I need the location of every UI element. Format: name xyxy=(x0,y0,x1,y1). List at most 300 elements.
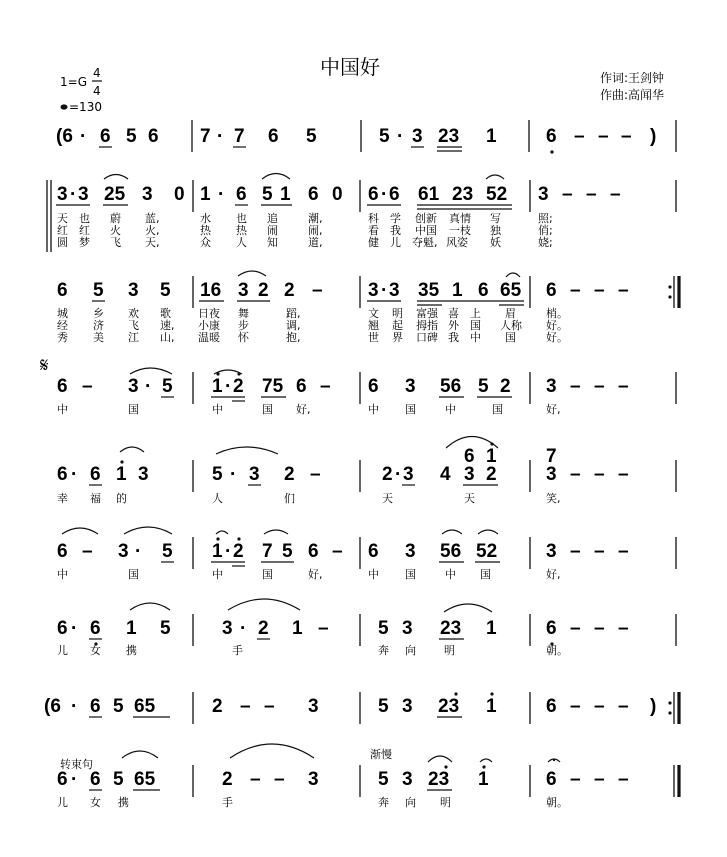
lyric: 界 xyxy=(392,331,403,344)
dash: – xyxy=(274,769,285,790)
lyric: 国 xyxy=(492,403,503,416)
lyric: 国 xyxy=(128,403,139,416)
lyric: 好, xyxy=(546,403,561,416)
lyric: 国 xyxy=(480,568,491,581)
dash: – xyxy=(594,280,605,301)
note: 2 xyxy=(258,618,269,639)
lyric: 中 xyxy=(470,331,481,344)
note: 3 xyxy=(142,184,153,205)
dash: – xyxy=(618,376,629,397)
note: 3 xyxy=(464,464,475,485)
dot-mark: · xyxy=(70,184,77,205)
dash: – xyxy=(562,184,573,205)
lyric: 幸 xyxy=(57,492,68,505)
lyric: 天, xyxy=(145,236,160,249)
lyric: 欢 xyxy=(128,307,139,320)
note: (6 xyxy=(56,126,73,147)
note: 0 xyxy=(332,184,343,205)
note: 2 xyxy=(258,280,269,301)
note: 5 xyxy=(212,464,223,485)
note: 5 xyxy=(306,126,317,147)
lyric: 红 xyxy=(57,224,68,237)
note: 3 xyxy=(405,376,416,397)
dash: – xyxy=(618,541,629,562)
note: 2 xyxy=(382,464,393,485)
note: 5 xyxy=(162,376,173,397)
note: 16 xyxy=(200,280,222,301)
lyric: 国 xyxy=(262,403,273,416)
system-3 xyxy=(57,271,679,344)
note: 6 xyxy=(236,184,247,205)
note: 1 xyxy=(200,184,211,205)
note: 6 xyxy=(90,464,101,485)
note: 2 xyxy=(500,376,511,397)
lyric: 眉 xyxy=(505,307,516,320)
note: 2 xyxy=(233,376,244,397)
note: 3 xyxy=(249,464,260,485)
note: 1 xyxy=(126,618,137,639)
lyric: 国 xyxy=(405,568,416,581)
note: 5 xyxy=(378,696,389,717)
lyric: 江 xyxy=(128,331,139,344)
note: 6 xyxy=(546,618,557,639)
lyric: 向 xyxy=(405,644,416,657)
note: 1 xyxy=(478,769,489,790)
note: 6 xyxy=(368,541,379,562)
key-signature: 1=G xyxy=(60,75,87,89)
tempo-mark: =130 xyxy=(69,100,102,114)
lyric: 怀 xyxy=(238,331,249,344)
lyric: 独 xyxy=(490,224,501,237)
note: 5 xyxy=(126,126,137,147)
lyric: 科 xyxy=(368,212,379,225)
note: 6 xyxy=(308,541,319,562)
lyric: 人称 xyxy=(500,319,522,332)
note: 1 xyxy=(116,464,127,485)
paren-close: ) xyxy=(650,126,657,147)
note: 1 xyxy=(280,184,291,205)
lyric: 热 xyxy=(236,224,247,237)
note: 3 xyxy=(402,618,413,639)
lyric: 上 xyxy=(470,307,481,320)
note: 1 xyxy=(452,280,463,301)
lyric: 梢。 xyxy=(546,307,568,320)
note: 5 xyxy=(113,769,124,790)
note: 6 xyxy=(478,280,489,301)
note: 3 xyxy=(222,618,233,639)
lyric: 火, xyxy=(145,224,160,237)
dash: – xyxy=(320,376,331,397)
lyric: 飞 xyxy=(128,319,139,332)
note: 5 xyxy=(478,376,489,397)
lyric: 国 xyxy=(262,568,273,581)
note: 3 xyxy=(402,696,413,717)
lyric: 经 xyxy=(57,319,68,332)
lyric: 也 xyxy=(79,212,90,225)
note: 3 xyxy=(538,184,549,205)
lyric: 好。 xyxy=(546,331,568,344)
lyric: 笑, xyxy=(546,492,561,505)
dash: – xyxy=(598,126,609,147)
lyric: 的 xyxy=(116,492,127,505)
lyric: 众 xyxy=(200,236,211,249)
lyric: 步 xyxy=(238,319,249,332)
lyric: 翘 xyxy=(368,319,379,332)
dot-mark: · xyxy=(240,618,247,639)
lyric: 好。 xyxy=(546,319,568,332)
dot-mark: · xyxy=(381,280,388,301)
lyric: 学 xyxy=(390,212,401,225)
system-1 xyxy=(56,120,676,154)
note: 61 xyxy=(418,184,440,205)
note: 2 xyxy=(284,280,295,301)
lyricist-credit: 作词:王剑钟 xyxy=(600,71,665,85)
note: 1 xyxy=(212,541,223,562)
note: 6 xyxy=(546,696,557,717)
lyric: 携 xyxy=(126,644,137,657)
lyric: 女 xyxy=(90,796,101,809)
dash: – xyxy=(618,618,629,639)
composer-credit: 作曲:高闻华 xyxy=(600,88,665,102)
dash: – xyxy=(312,280,323,301)
note: 65 xyxy=(500,280,522,301)
lyric: 秀 xyxy=(57,331,68,344)
dash: – xyxy=(82,376,93,397)
dash: – xyxy=(594,618,605,639)
lyric: 济 xyxy=(93,319,104,332)
lyric: 奔 xyxy=(378,644,389,657)
segno-icon: 𝄋 xyxy=(40,353,49,377)
lyric: 舞 xyxy=(238,307,249,320)
ending-mark: 转束句 xyxy=(60,758,93,771)
note: 52 xyxy=(486,184,508,205)
lyric: 飞 xyxy=(110,236,121,249)
dash: – xyxy=(618,696,629,717)
note: 5 xyxy=(160,618,171,639)
lyric: 写 xyxy=(490,212,501,225)
note: 2 xyxy=(284,464,295,485)
lyric: 道, xyxy=(308,236,323,249)
system-4 xyxy=(40,353,676,416)
lyric: 拇指 xyxy=(416,319,438,332)
note: 65 xyxy=(134,696,156,717)
dash: – xyxy=(570,696,581,717)
lyric: 速, xyxy=(160,319,175,332)
lyric: 人 xyxy=(212,492,223,505)
dot-mark: · xyxy=(381,184,388,205)
system-9 xyxy=(57,744,679,809)
note: 6 xyxy=(57,541,68,562)
lyric: 明 xyxy=(444,644,455,657)
note: 2 xyxy=(486,464,497,485)
dash: – xyxy=(610,184,621,205)
note: 6 xyxy=(546,280,557,301)
note: 56 xyxy=(440,376,462,397)
note: 3 xyxy=(238,280,249,301)
lyric: 夺魁, xyxy=(412,236,438,249)
lyric: 们 xyxy=(284,492,295,505)
note: 5 xyxy=(113,696,124,717)
lyric: 儿 xyxy=(57,644,68,657)
dot-mark: · xyxy=(230,464,237,485)
note: 5 xyxy=(93,280,104,301)
time-signature-bottom: 4 xyxy=(93,84,101,98)
lyric: 儿 xyxy=(57,796,68,809)
lyric: 娆; xyxy=(538,236,553,249)
lyric: 女 xyxy=(90,644,101,657)
lyric: 朝。 xyxy=(546,644,568,657)
song-title: 中国好 xyxy=(320,55,380,79)
note: 3 xyxy=(57,184,68,205)
note: 2 xyxy=(222,769,233,790)
time-signature-top: 4 xyxy=(93,66,101,80)
lyric: 世 xyxy=(368,331,379,344)
lyric: 追 xyxy=(267,212,278,225)
lyric: 闹 xyxy=(267,224,278,237)
dash: – xyxy=(594,696,605,717)
lyric: 好, xyxy=(308,568,323,581)
dot-mark: · xyxy=(225,541,232,562)
lyric: 抱, xyxy=(286,331,301,344)
lyric: 我 xyxy=(448,331,459,344)
note: 6 xyxy=(90,618,101,639)
note: 6 xyxy=(100,126,111,147)
dash: – xyxy=(570,280,581,301)
note: 2 xyxy=(233,541,244,562)
dash: – xyxy=(618,464,629,485)
lyric: 朝。 xyxy=(546,796,568,809)
note: 1 xyxy=(486,446,497,467)
dot-mark: · xyxy=(218,184,225,205)
lyric: 人 xyxy=(236,236,247,249)
note: 6 xyxy=(296,376,307,397)
note: 3 xyxy=(405,541,416,562)
lyric: 创新 xyxy=(415,212,437,225)
lyric: 蹈, xyxy=(286,307,301,320)
system-8 xyxy=(44,692,679,724)
lyric: 健 xyxy=(368,236,379,249)
note: 3 xyxy=(546,464,557,485)
dot-mark: · xyxy=(71,618,78,639)
dash: – xyxy=(586,184,597,205)
note: 3 xyxy=(308,696,319,717)
lyric: 中 xyxy=(57,568,68,581)
note: 75 xyxy=(262,376,284,397)
dash: – xyxy=(618,769,629,790)
note: 3 xyxy=(389,280,400,301)
system-5 xyxy=(57,437,676,506)
dash: – xyxy=(570,464,581,485)
note: 6 xyxy=(368,376,379,397)
note: 3 xyxy=(128,376,139,397)
note: 3 xyxy=(412,126,423,147)
lyric: 中 xyxy=(212,403,223,416)
note: (6 xyxy=(44,696,61,717)
note: 23 xyxy=(438,696,460,717)
lyric: 俏; xyxy=(538,224,553,237)
system-7 xyxy=(57,599,676,657)
lyric: 中 xyxy=(57,403,68,416)
note: 52 xyxy=(476,541,498,562)
lyric: 乡 xyxy=(93,307,104,320)
lyric: 天 xyxy=(382,492,393,505)
dash: – xyxy=(82,541,93,562)
dash: – xyxy=(264,696,275,717)
lyric: 梦 xyxy=(79,236,90,249)
lyric: 口碑 xyxy=(416,331,438,344)
lyric: 国 xyxy=(505,331,516,344)
note: 23 xyxy=(452,184,474,205)
lyric: 水 xyxy=(200,212,211,225)
dash: – xyxy=(594,769,605,790)
lyric: 外 xyxy=(448,319,459,332)
lyric: 火 xyxy=(110,224,121,237)
note: 3 xyxy=(546,376,557,397)
note: 1 xyxy=(212,376,223,397)
note: 3 xyxy=(118,541,129,562)
note: 5 xyxy=(162,541,173,562)
note: 5 xyxy=(160,280,171,301)
dash: – xyxy=(318,618,329,639)
dot-mark: · xyxy=(225,376,232,397)
ritardando-mark: 渐慢 xyxy=(370,748,392,761)
note: 1 xyxy=(486,618,497,639)
lyric: 中国 xyxy=(415,224,437,237)
dot-mark: · xyxy=(397,126,404,147)
note: 6 xyxy=(546,769,557,790)
dot-mark: · xyxy=(395,464,402,485)
note: 23 xyxy=(438,126,460,147)
note: 65 xyxy=(134,769,156,790)
dot-mark: · xyxy=(71,464,78,485)
note: 3 xyxy=(78,184,89,205)
dash: – xyxy=(332,541,343,562)
note: 23 xyxy=(428,769,450,790)
note: 6 xyxy=(268,126,279,147)
note: 6 xyxy=(57,376,68,397)
paren-close: ) xyxy=(650,696,657,717)
note: 5 xyxy=(378,769,389,790)
lyric: 向 xyxy=(405,796,416,809)
note: 3 xyxy=(138,464,149,485)
dot-mark: · xyxy=(71,696,78,717)
note: 6 xyxy=(57,618,68,639)
lyric: 调, xyxy=(286,319,301,332)
dash: – xyxy=(250,769,261,790)
note: 7 xyxy=(262,541,273,562)
lyric: 天 xyxy=(464,492,475,505)
lyric: 温暖 xyxy=(198,331,220,344)
dash: – xyxy=(618,280,629,301)
lyric: 小康 xyxy=(198,319,220,332)
lyric: 妖 xyxy=(490,236,501,249)
note: 6 xyxy=(90,769,101,790)
lyric: 明 xyxy=(440,796,451,809)
dot-mark: · xyxy=(217,126,224,147)
system-2 xyxy=(47,174,676,253)
note: 35 xyxy=(418,280,440,301)
lyric: 美 xyxy=(93,331,104,344)
note: 5 xyxy=(262,184,273,205)
lyric: 一枝 xyxy=(449,224,471,237)
lyric: 天 xyxy=(57,212,68,225)
note: 7 xyxy=(200,126,211,147)
lyric: 蔚 xyxy=(110,212,121,225)
lyric: 明 xyxy=(392,307,403,320)
dash: – xyxy=(594,376,605,397)
lyric: 中 xyxy=(368,568,379,581)
lyric: 城 xyxy=(57,307,68,320)
lyric: 喜 xyxy=(448,307,459,320)
note: 6 xyxy=(308,184,319,205)
note: 6 xyxy=(368,184,379,205)
dash: – xyxy=(574,126,585,147)
note: 23 xyxy=(440,618,462,639)
lyric: 好, xyxy=(546,568,561,581)
dash: – xyxy=(570,376,581,397)
dash: – xyxy=(621,126,632,147)
lyric: 富强 xyxy=(416,307,438,320)
note: 3 xyxy=(546,541,557,562)
note: 6 xyxy=(90,696,101,717)
note: 6 xyxy=(464,446,475,467)
lyric: 也 xyxy=(236,212,247,225)
note: 25 xyxy=(104,184,126,205)
lyric: 奔 xyxy=(378,796,389,809)
note: 6 xyxy=(57,464,68,485)
note: 1 xyxy=(292,618,303,639)
note: 3 xyxy=(368,280,379,301)
lyric: 知 xyxy=(267,236,278,249)
quarter-note-icon xyxy=(61,104,68,109)
dot-mark: · xyxy=(80,126,87,147)
note: 4 xyxy=(440,464,451,485)
note: 3 xyxy=(308,769,319,790)
lyric: 手 xyxy=(232,644,243,657)
dash: – xyxy=(594,464,605,485)
lyric: 歌 xyxy=(160,307,171,320)
note: 0 xyxy=(174,184,185,205)
lyric: 日夜 xyxy=(198,307,220,320)
dash: – xyxy=(570,618,581,639)
lyric: 照; xyxy=(538,212,553,225)
note: 3 xyxy=(128,280,139,301)
note: 6 xyxy=(57,769,68,790)
dash: – xyxy=(240,696,251,717)
lyric: 真情 xyxy=(449,212,471,225)
lyric: 好, xyxy=(296,403,311,416)
note: 56 xyxy=(440,541,462,562)
lyric: 国 xyxy=(470,319,481,332)
system-6 xyxy=(57,527,676,581)
lyric: 文 xyxy=(368,307,379,320)
lyric: 风姿 xyxy=(446,236,468,249)
lyric: 中 xyxy=(212,568,223,581)
note: 6 xyxy=(389,184,400,205)
lyric: 红 xyxy=(79,224,90,237)
dot-mark: · xyxy=(135,541,142,562)
note: 5 xyxy=(282,541,293,562)
dot-mark: · xyxy=(71,769,78,790)
lyric: 福 xyxy=(90,492,101,505)
lyric: 中 xyxy=(445,403,456,416)
note: 7 xyxy=(234,126,245,147)
lyric: 闹, xyxy=(308,224,323,237)
note: 3 xyxy=(403,464,414,485)
lyric: 圆 xyxy=(57,236,68,249)
lyric: 国 xyxy=(405,403,416,416)
note: 6 xyxy=(546,126,557,147)
